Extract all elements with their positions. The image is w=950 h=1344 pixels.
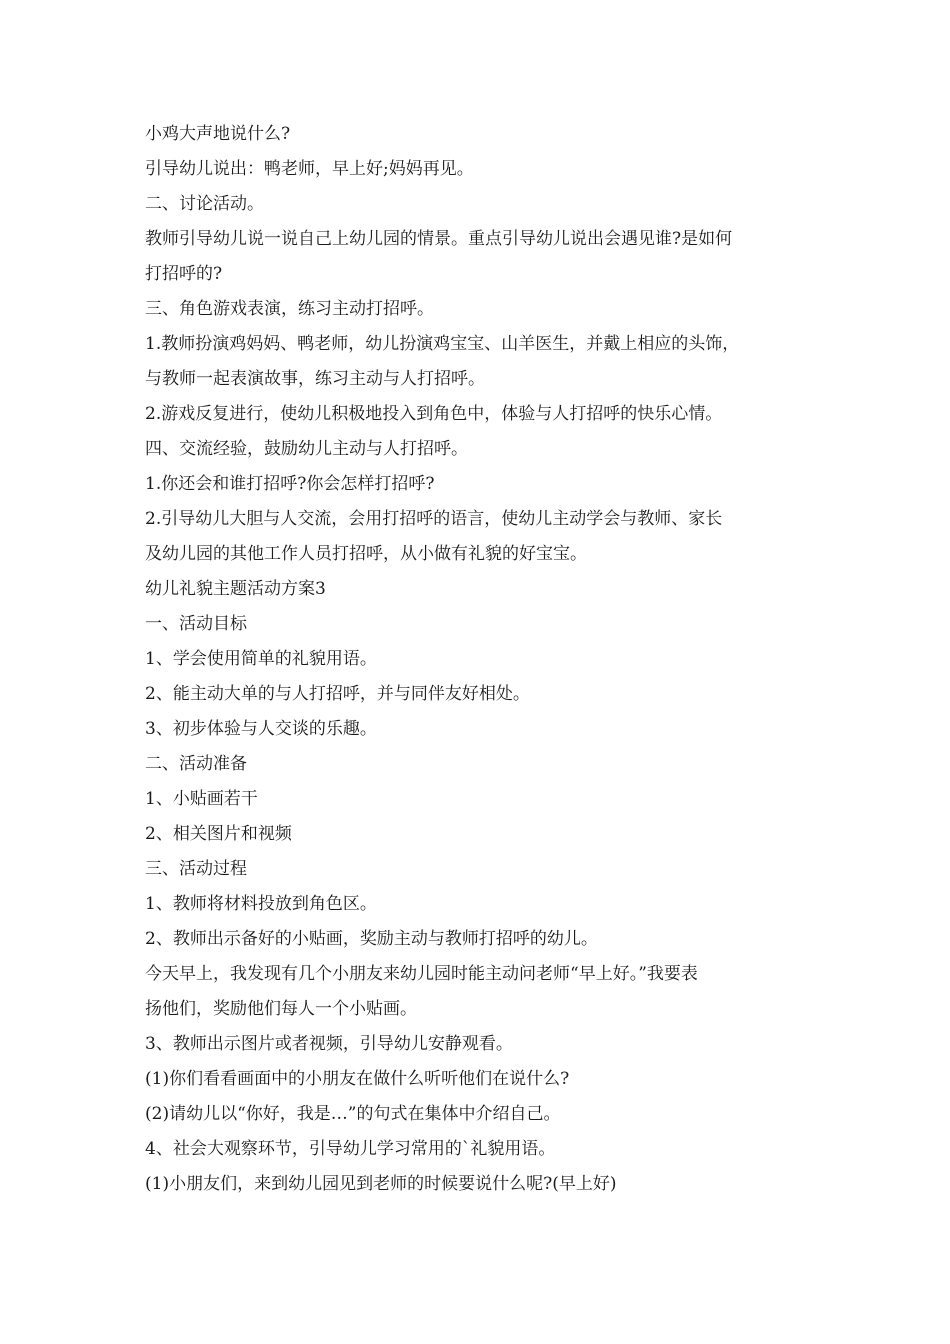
list-item: 4、社会大观察环节，引导幼儿学习常用的`礼貌用语。 [145,1139,556,1159]
text-line: 1.教师扮演鸡妈妈、鸭老师，幼儿扮演鸡宝宝、山羊医生，并戴上相应的头饰， [145,334,740,354]
text-line: 今天早上，我发现有几个小朋友来幼儿园时能主动问老师“早上好。”我要表 [145,964,698,984]
list-item: 3、教师出示图片或者视频，引导幼儿安静观看。 [145,1034,513,1054]
list-item: 2、能主动大单的与人打招呼，并与同伴友好相处。 [145,684,530,704]
list-item: 3、初步体验与人交谈的乐趣。 [145,719,377,739]
section-heading: 三、活动过程 [145,859,247,879]
text-line: 2.游戏反复进行，使幼儿积极地投入到角色中，体验与人打招呼的快乐心情。 [145,404,723,424]
document-title: 幼儿礼貌主题活动方案3 [145,579,326,599]
list-item: 2、相关图片和视频 [145,824,292,844]
list-item: 1、教师将材料投放到角色区。 [145,894,377,914]
list-item: 1、小贴画若干 [145,789,258,809]
document-body [145,117,825,1202]
text-line: 与教师一起表演故事，练习主动与人打招呼。 [145,369,485,389]
section-heading: 二、活动准备 [145,754,247,774]
section-heading: 三、角色游戏表演，练习主动打招呼。 [145,299,434,319]
section-heading: 四、交流经验，鼓励幼儿主动与人打招呼。 [145,439,468,459]
text-line: 2.引导幼儿大胆与人交流，会用打招呼的语言，使幼儿主动学会与教师、家长 [145,509,723,529]
text-line: 扬他们，奖励他们每人一个小贴画。 [145,999,417,1019]
list-item: (2)请幼儿以“你好，我是…”的句式在集体中介绍自己。 [145,1104,561,1124]
list-item: (1)小朋友们，来到幼儿园见到老师的时候要说什么呢?(早上好) [145,1174,617,1194]
section-heading: 二、讨论活动。 [145,194,264,214]
list-item: (1)你们看看画面中的小朋友在做什么听听他们在说什么? [145,1069,570,1089]
section-heading: 一、活动目标 [145,614,247,634]
text-line: 小鸡大声地说什么? [145,124,291,144]
text-line: 教师引导幼儿说一说自己上幼儿园的情景。重点引导幼儿说出会遇见谁?是如何 [145,229,733,249]
text-line: 引导幼儿说出：鸭老师，早上好;妈妈再见。 [145,159,474,179]
text-line: 及幼儿园的其他工作人员打招呼，从小做有礼貌的好宝宝。 [145,544,587,564]
list-item: 1、学会使用简单的礼貌用语。 [145,649,377,669]
text-line: 打招呼的? [145,264,223,284]
text-line: 1.你还会和谁打招呼?你会怎样打招呼? [145,474,435,494]
list-item: 2、教师出示备好的小贴画，奖励主动与教师打招呼的幼儿。 [145,929,598,949]
